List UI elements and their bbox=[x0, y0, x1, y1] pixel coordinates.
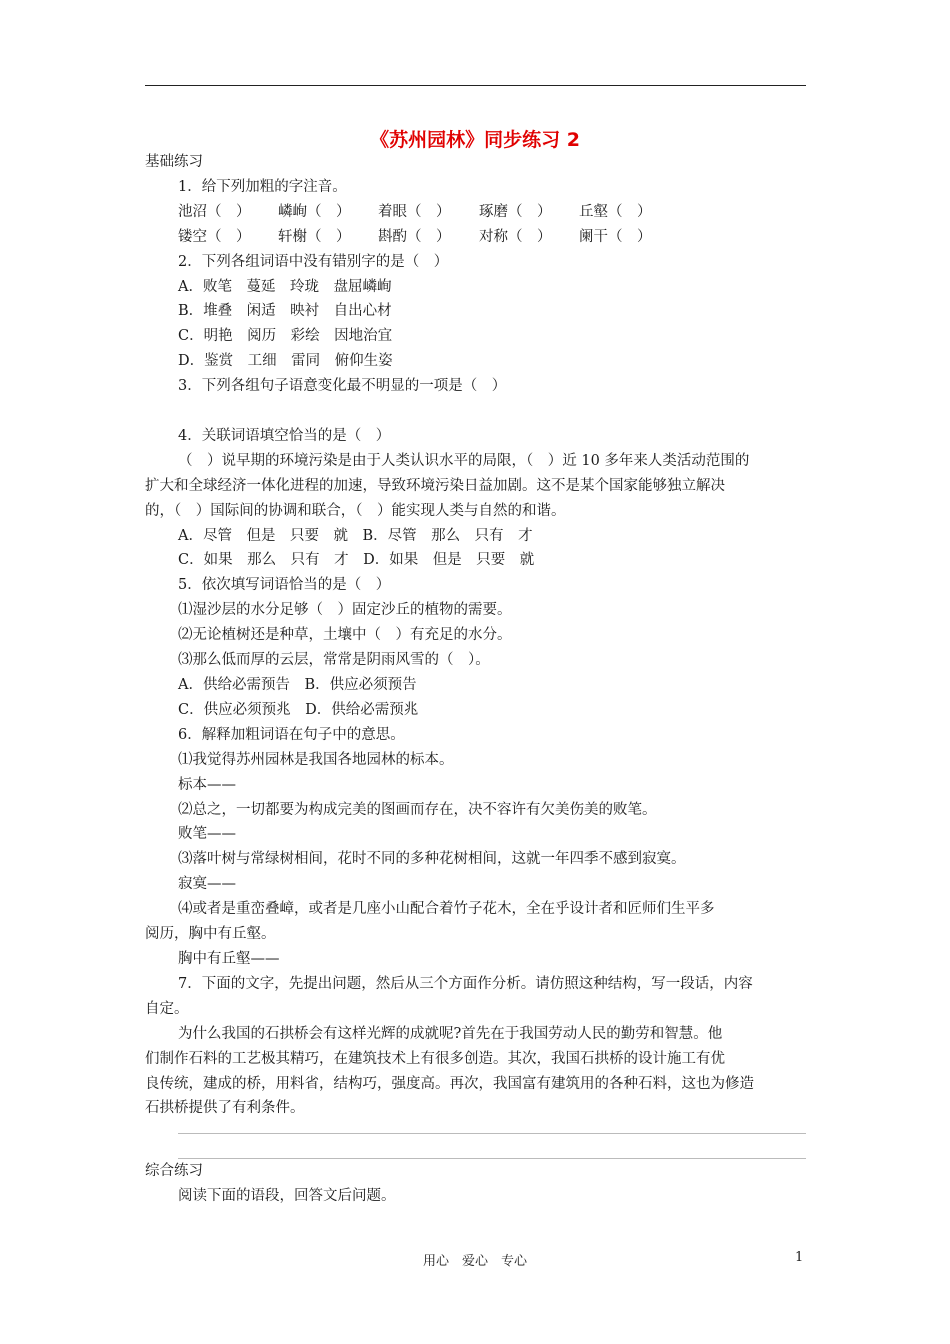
question-2: 2．下列各组词语中没有错别字的是（ ） bbox=[178, 253, 449, 270]
q1-item: 阑干（ ） bbox=[579, 228, 652, 245]
spacer bbox=[145, 399, 806, 424]
q6-sentence-cont: 阅历，胸中有丘壑。 bbox=[145, 926, 276, 943]
q4-passage-line: 的，（ ）国际间的协调和联合，（ ）能实现人类与自然的和谐。 bbox=[145, 502, 566, 519]
q1-item: 对称（ ） bbox=[479, 228, 552, 245]
q1-row-1 bbox=[145, 200, 806, 225]
q1-item: 嶙峋（ ） bbox=[278, 203, 351, 220]
q4-passage-line: （ ）说早期的环境污染是由于人类认识水平的局限，（ ）近 10 多年来人类活动范围的 bbox=[178, 452, 750, 469]
question-5: 5．依次填写词语恰当的是（ ） bbox=[178, 577, 391, 594]
q5-options-cd: C．供应必须预兆 D．供给必需预兆 bbox=[178, 701, 419, 718]
section-heading: 综合练习 bbox=[145, 1163, 203, 1180]
q2-option-d: D．鉴赏 工细 雷同 俯仰生姿 bbox=[178, 353, 393, 370]
q1-item: 斟酌（ ） bbox=[378, 228, 451, 245]
q5-sentence: ⑵无论植树还是种草，土壤中（ ）有充足的水分。 bbox=[178, 627, 512, 644]
page-number: 1 bbox=[795, 1250, 804, 1265]
q1-item: 着眼（ ） bbox=[378, 203, 451, 220]
q1-item: 镂空（ ） bbox=[178, 228, 251, 245]
q6-answer-prompt: 败笔—— bbox=[178, 826, 236, 843]
q2-option-c: C．明艳 阅历 彩绘 因地治宜 bbox=[178, 328, 393, 345]
page-title: 《苏州园林》同步练习 2 bbox=[370, 129, 580, 151]
document-body bbox=[145, 150, 806, 1209]
q6-sentence: ⑵总之，一切都要为构成完美的图画而存在，决不容许有欠美伤美的败笔。 bbox=[178, 801, 657, 818]
q5-sentence: ⑴湿沙层的水分足够（ ）固定沙丘的植物的需要。 bbox=[178, 602, 512, 619]
q6-answer-prompt: 标本—— bbox=[178, 776, 236, 793]
answer-line[interactable] bbox=[178, 1121, 806, 1134]
q7-passage-line: 们制作石料的工艺极其精巧，在建筑技术上有很多创造。其次，我国石拱桥的设计施工有优 bbox=[145, 1050, 725, 1067]
q7-passage-line: 良传统，建成的桥，用料省，结构巧，强度高。再次，我国富有建筑用的各种石料，这也为修造 bbox=[145, 1075, 754, 1092]
q5-sentence: ⑶那么低而厚的云层，常常是阴雨风雪的（ ）。 bbox=[178, 652, 490, 669]
q6-answer-prompt: 胸中有丘壑—— bbox=[178, 950, 280, 967]
question-7: 7．下面的文字，先提出问题，然后从三个方面作分析。请仿照这种结构，写一段话，内容 bbox=[178, 975, 753, 992]
q5-options-ab: A．供给必需预告 B．供应必须预告 bbox=[178, 677, 417, 694]
q1-row-2 bbox=[145, 225, 806, 250]
question-1: 1．给下列加粗的字注音。 bbox=[178, 178, 347, 195]
q4-options-ab: A．尽管 但是 只要 就 B．尽管 那么 只有 才 bbox=[178, 527, 533, 544]
q7-passage-line: 石拱桥提供了有利条件。 bbox=[145, 1100, 305, 1117]
q7-passage-line: 为什么我国的石拱桥会有这样光辉的成就呢?首先在于我国劳动人民的勤劳和智慧。他 bbox=[178, 1025, 723, 1042]
question-3: 3．下列各组句子语意变化最不明显的一项是（ ） bbox=[178, 378, 507, 395]
q1-item: 丘壑（ ） bbox=[579, 203, 652, 220]
question-7-cont: 自定。 bbox=[145, 1000, 189, 1017]
question-6: 6．解释加粗词语在句子中的意思。 bbox=[178, 726, 405, 743]
q6-sentence: ⑴我觉得苏州园林是我国各地园林的标本。 bbox=[178, 751, 454, 768]
page-footer: 用心 爱心 专心 bbox=[422, 1254, 527, 1269]
q4-passage-line: 扩大和全球经济一体化进程的加速，导致环境污染日益加剧。这不是某个国家能够独立解决 bbox=[145, 477, 725, 494]
section-intro: 阅读下面的语段，回答文后问题。 bbox=[178, 1188, 396, 1205]
question-4: 4．关联词语填空恰当的是（ ） bbox=[178, 427, 391, 444]
q1-item: 轩榭（ ） bbox=[278, 228, 351, 245]
q2-option-b: B．堆叠 闲适 映衬 自出心材 bbox=[178, 303, 392, 320]
q2-option-a: A．败笔 蔓延 玲珑 盘屈嶙峋 bbox=[178, 278, 392, 295]
answer-line[interactable] bbox=[178, 1146, 806, 1159]
q1-item: 池沼（ ） bbox=[178, 203, 251, 220]
q1-item: 琢磨（ ） bbox=[479, 203, 552, 220]
section-heading: 基础练习 bbox=[145, 154, 203, 170]
header-rule bbox=[145, 85, 806, 86]
q6-answer-prompt: 寂寞—— bbox=[178, 876, 236, 893]
q6-sentence: ⑷或者是重峦叠嶂，或者是几座小山配合着竹子花木，全在乎设计者和匠师们生平多 bbox=[178, 901, 715, 918]
q6-sentence: ⑶落叶树与常绿树相间，花时不同的多种花树相间，这就一年四季不感到寂寞。 bbox=[178, 851, 686, 868]
q4-options-cd: C．如果 那么 只有 才 D．如果 但是 只要 就 bbox=[178, 552, 535, 569]
